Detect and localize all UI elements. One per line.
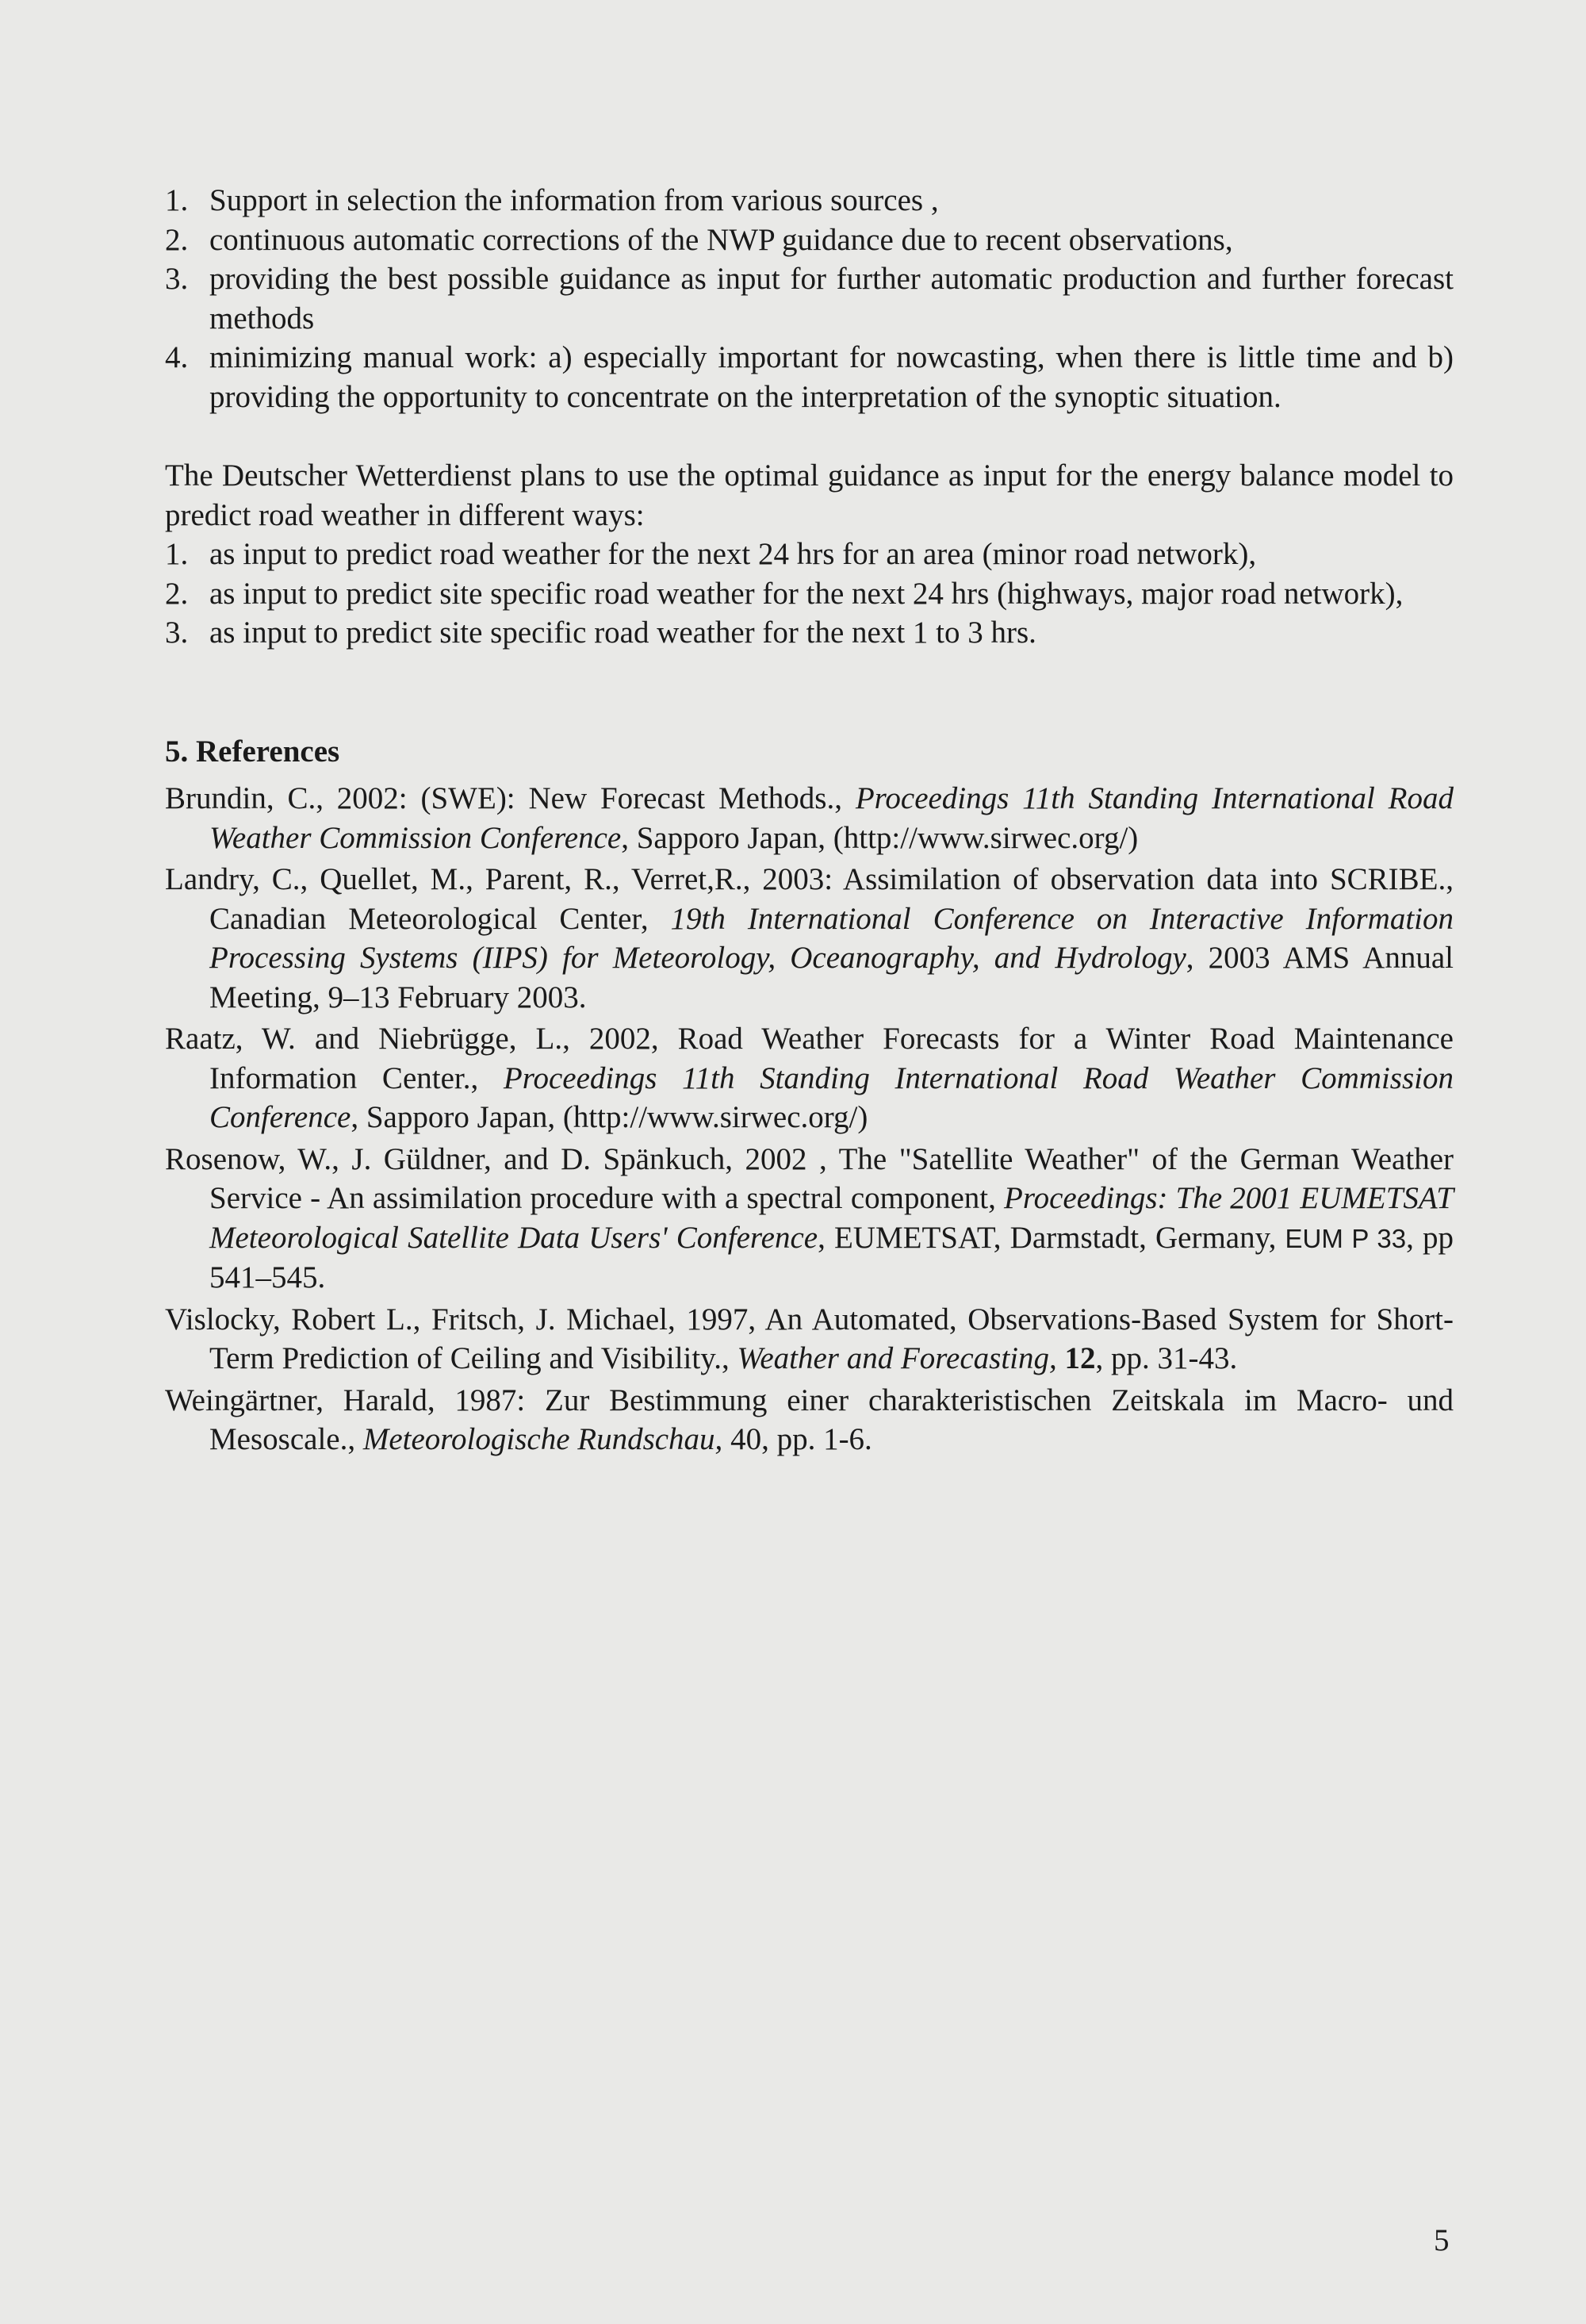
- reference-entry: Weingärtner, Harald, 1987: Zur Bestimmung einer charakteristischen Zeitskala im Macro- und Mesoscale., Meteorologische Rundschau, 40, pp. 1-6.: [165, 1383, 1454, 1456]
- list-item: 2. as input to predict site specific road weather for the next 24 hrs (highways, major road network),: [165, 576, 1404, 611]
- reference-entry: Raatz, W. and Niebrügge, L., 2002, Road Weather Forecasts for a Winter Road Maintenance Information Center., Proceedings 11th Standing International Road Weather Commission Conference, Sapporo Japan, (http://www.sirwec.org/): [165, 1022, 1454, 1134]
- objectives-list: [165, 181, 1454, 416]
- list-item: 2. continuous automatic corrections of the NWP guidance due to recent observations,: [165, 222, 1233, 257]
- list-item: 3. as input to predict site specific road weather for the next 1 to 3 hrs.: [165, 616, 1036, 650]
- reference-entry: Landry, C., Quellet, M., Parent, R., Verret,R., 2003: Assimilation of observation data into SCRIBE., Canadian Meteorological Center, 19th International Conference on Interactive Information Processing Systems (IIPS) for Meteorology, Oceanography, and Hydrology, 2003 AMS Annual Meeting, 9–13 February 2003.: [165, 862, 1454, 1014]
- intro-paragraph: The Deutscher Wetterdienst plans to use the optimal guidance as input for the energy balance model to predict road weather in different ways:: [165, 458, 1454, 532]
- page-number: 5: [1434, 2223, 1450, 2257]
- reference-entry: Rosenow, W., J. Güldner, and D. Spänkuch, 2002 , The "Satellite Weather" of the German Weather Service - An assimilation procedure with a spectral component, Proceedings: The 2001 EUMETSAT Meteorological Satellite Data Users' Conference, EUMETSAT, Darmstadt, Germany, EUM P 33, pp 541–545.: [165, 1141, 1454, 1294]
- list-item: 1. as input to predict road weather for the next 24 hrs for an area (minor road network),: [165, 537, 1257, 571]
- reference-entry: Vislocky, Robert L., Fritsch, J. Michael, 1997, An Automated, Observations-Based System for Short-Term Prediction of Ceiling and Visibility., Weather and Forecasting, 12, pp. 31-43.: [165, 1302, 1454, 1375]
- page-content: [165, 181, 1454, 1462]
- list-item: 1. Support in selection the information from various sources ,: [165, 183, 939, 217]
- list-item: 3. providing the best possible guidance as input for further automatic production and further forecast methods: [165, 262, 1454, 336]
- list-item: 4. minimizing manual work: a) especially important for nowcasting, when there is little time and b) providing the opportunity to concentrate on the interpretation of the synoptic situation.: [165, 340, 1454, 414]
- reference-entry: Brundin, C., 2002: (SWE): New Forecast Methods., Proceedings 11th Standing International Road Weather Commission Conference, Sapporo Japan, (http://www.sirwec.org/): [165, 781, 1454, 855]
- usage-list: [165, 535, 1454, 653]
- references-heading: 5. References: [165, 734, 340, 769]
